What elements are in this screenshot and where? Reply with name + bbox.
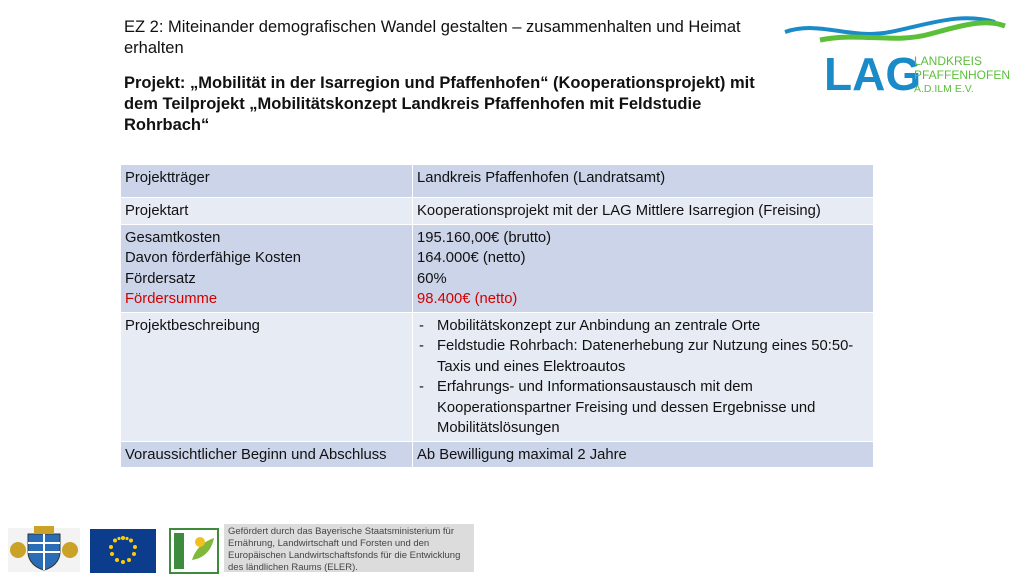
cost-value-total: 195.160,00€ (brutto) <box>417 229 552 246</box>
table-row <box>121 312 874 441</box>
cost-label-rate: Fördersatz <box>125 270 196 287</box>
lag-logo <box>780 10 1020 100</box>
bavaria-coat-of-arms-icon <box>8 526 80 572</box>
leader-logo-icon <box>170 529 218 573</box>
cost-value-rate: 60% <box>417 270 447 287</box>
table-label: Projektart <box>121 198 413 225</box>
description-cell <box>413 312 874 441</box>
project-title: Projekt: „Mobilität in der Isarregion und Pfaffenhofen“ (Kooperationsprojekt) mit dem Teilprojekt „Mobilitätskonzept Landkreis Pfaffenhofen mit Feldstudie Rohrbach“ <box>124 74 755 134</box>
cost-values-cell <box>413 224 874 312</box>
funding-notice: Gefördert durch das Bayerische Staatsministerium für Ernährung, Landwirtschaft und Forsten und den Europäischen Landwirtschaftsfonds für die Entwicklung des ländlichen Raums (ELER). <box>224 524 474 572</box>
list-item: - Erfahrungs- und Informationsaustausch mit dem Kooperationspartner Freising und dessen Ergebnisse und Mobilitätslösungen <box>417 377 869 439</box>
table-label: Voraussichtlicher Beginn und Abschluss <box>121 441 413 468</box>
table-value: Landkreis Pfaffenhofen (Landratsamt) <box>413 165 874 198</box>
table-value: Kooperationsprojekt mit der LAG Mittlere Isarregion (Freising) <box>413 198 874 225</box>
logo-lag-text: LAG <box>824 48 922 100</box>
project-info-table <box>120 164 874 468</box>
footer-logos <box>0 520 1024 576</box>
logo-line1: LANDKREIS <box>914 54 983 68</box>
eu-flag-icon <box>90 529 156 573</box>
table-label: Projektbeschreibung <box>121 312 413 441</box>
list-item: - Mobilitätskonzept zur Anbindung an zentrale Orte <box>417 316 869 337</box>
description-list <box>417 316 869 439</box>
table-value: Ab Bewilligung maximal 2 Jahre <box>413 441 874 468</box>
cost-label-total: Gesamtkosten <box>125 229 221 246</box>
slide-subtitle: EZ 2: Miteinander demografischen Wandel gestalten – zusammenhalten und Heimat erhalten <box>124 18 741 57</box>
cost-value-sum: 98.400€ (netto) <box>417 291 518 307</box>
cost-labels-cell <box>121 224 413 312</box>
cost-label-eligible: Davon förderfähige Kosten <box>125 250 302 266</box>
logo-line3: A.D.ILM E.V. <box>914 83 974 95</box>
table-row <box>121 198 874 225</box>
cost-label-sum: Fördersumme <box>125 291 218 307</box>
cost-value-eligible: 164.000€ (netto) <box>417 250 526 266</box>
table-row <box>121 224 874 312</box>
logo-line2: PFAFFENHOFEN <box>914 68 1011 82</box>
table-row <box>121 441 874 468</box>
table-label: Projektträger <box>121 165 413 198</box>
table-row <box>121 165 874 198</box>
list-item: - Feldstudie Rohrbach: Datenerhebung zur Nutzung eines 50:50-Taxis und eines Elektroautos <box>417 336 869 377</box>
